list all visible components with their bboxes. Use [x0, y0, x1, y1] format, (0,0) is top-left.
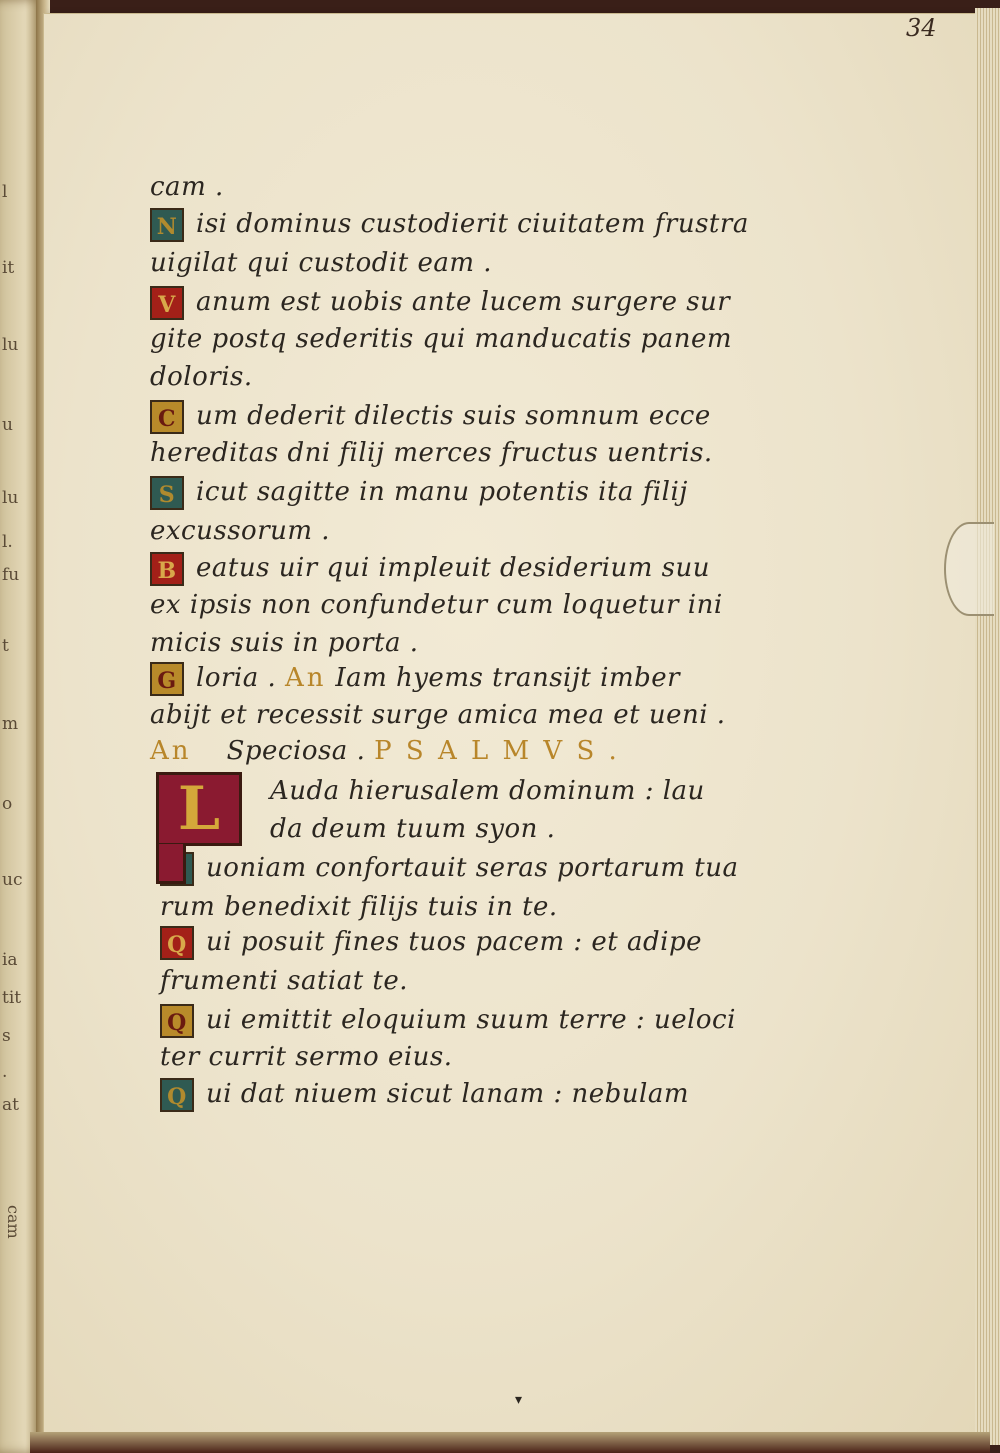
margin-note: t	[2, 636, 9, 656]
rubric-antiphon: An	[285, 663, 327, 693]
text-line: Q ui dat niuem sicut lanam : nebulam	[160, 1078, 689, 1114]
text-line: Q ui posuit fines tuos pacem : et adipe	[160, 926, 702, 962]
initial-letter: V	[150, 286, 184, 320]
text-line: excussorum .	[150, 516, 331, 546]
text-line: V anum est uobis ante lucem surgere sur	[150, 286, 730, 322]
illuminated-initial-tail	[156, 844, 186, 884]
rubric-antiphon: An	[150, 736, 192, 766]
text-line: G loria . An Iam hyems transijt imber	[150, 662, 680, 698]
margin-note: l	[2, 182, 8, 202]
initial-letter: N	[150, 208, 184, 242]
text-line: doloris.	[150, 362, 253, 392]
clasp-loop	[944, 522, 994, 616]
margin-note: o	[2, 794, 13, 814]
text-line: cam .	[150, 172, 224, 202]
text-line: S icut sagitte in manu potentis ita filij	[150, 476, 688, 512]
margin-note: it	[2, 258, 15, 278]
margin-note: m	[2, 714, 19, 734]
illuminated-initial: L	[156, 772, 242, 846]
folio-number: 34	[906, 14, 937, 42]
rubric-psalmus: P S A L M V S .	[374, 736, 620, 766]
initial-letter: S	[150, 476, 184, 510]
text-line: frumenti satiat te.	[160, 966, 409, 996]
text-line: Auda hierusalem dominum : lau	[270, 776, 705, 806]
text-line: B eatus uir qui impleuit desiderium suu	[150, 552, 710, 588]
margin-note: lu	[2, 488, 19, 508]
text-line: hereditas dni filij merces fructus uentris.	[150, 438, 713, 468]
text-line: N isi dominus custodierit ciuitatem frustra	[150, 208, 749, 244]
margin-note: fu	[2, 565, 20, 585]
margin-note: s	[2, 1026, 11, 1046]
initial-letter: B	[150, 552, 184, 586]
text-line: ter currit sermo eius.	[160, 1042, 453, 1072]
text-line: Q ui emittit eloquium suum terre : ueloci	[160, 1004, 736, 1040]
text-line: uoniam confortauit seras portarum tua	[160, 852, 739, 888]
text-line: uigilat qui custodit eam .	[150, 248, 493, 278]
initial-letter: C	[150, 400, 184, 434]
text-line: gite postq sederitis qui manducatis panem	[150, 324, 733, 354]
margin-note: tit	[2, 988, 22, 1008]
bottom-edge	[30, 1432, 990, 1453]
margin-notes	[0, 170, 36, 1290]
text-line: abijt et recessit surge amica mea et ueni .	[150, 700, 726, 730]
initial-letter: G	[150, 662, 184, 696]
margin-note: .	[2, 1062, 8, 1082]
text-line: da deum tuum syon .	[270, 814, 556, 844]
text-line: ex ipsis non confundetur cum loquetur ini	[150, 590, 723, 620]
margin-note: l.	[2, 532, 13, 552]
margin-note: ia	[2, 950, 18, 970]
margin-note: u	[2, 415, 13, 435]
initial-letter: Q	[160, 1078, 194, 1112]
text-line: micis suis in porta .	[150, 628, 419, 658]
margin-note: uc	[2, 870, 23, 890]
margin-note: lu	[2, 335, 19, 355]
text-line: An Speciosa . P S A L M V S .	[150, 736, 620, 766]
text-line: rum benedixit filijs tuis in te.	[160, 892, 558, 922]
margin-note: at	[2, 1095, 19, 1115]
initial-letter: Q	[160, 1004, 194, 1038]
text-line: C um dederit dilectis suis somnum ecce	[150, 400, 711, 436]
margin-note-vertical: cam	[4, 1205, 23, 1239]
catchword-mark: ▾	[515, 1392, 523, 1408]
initial-letter: Q	[160, 926, 194, 960]
fore-edge	[975, 8, 1000, 1445]
